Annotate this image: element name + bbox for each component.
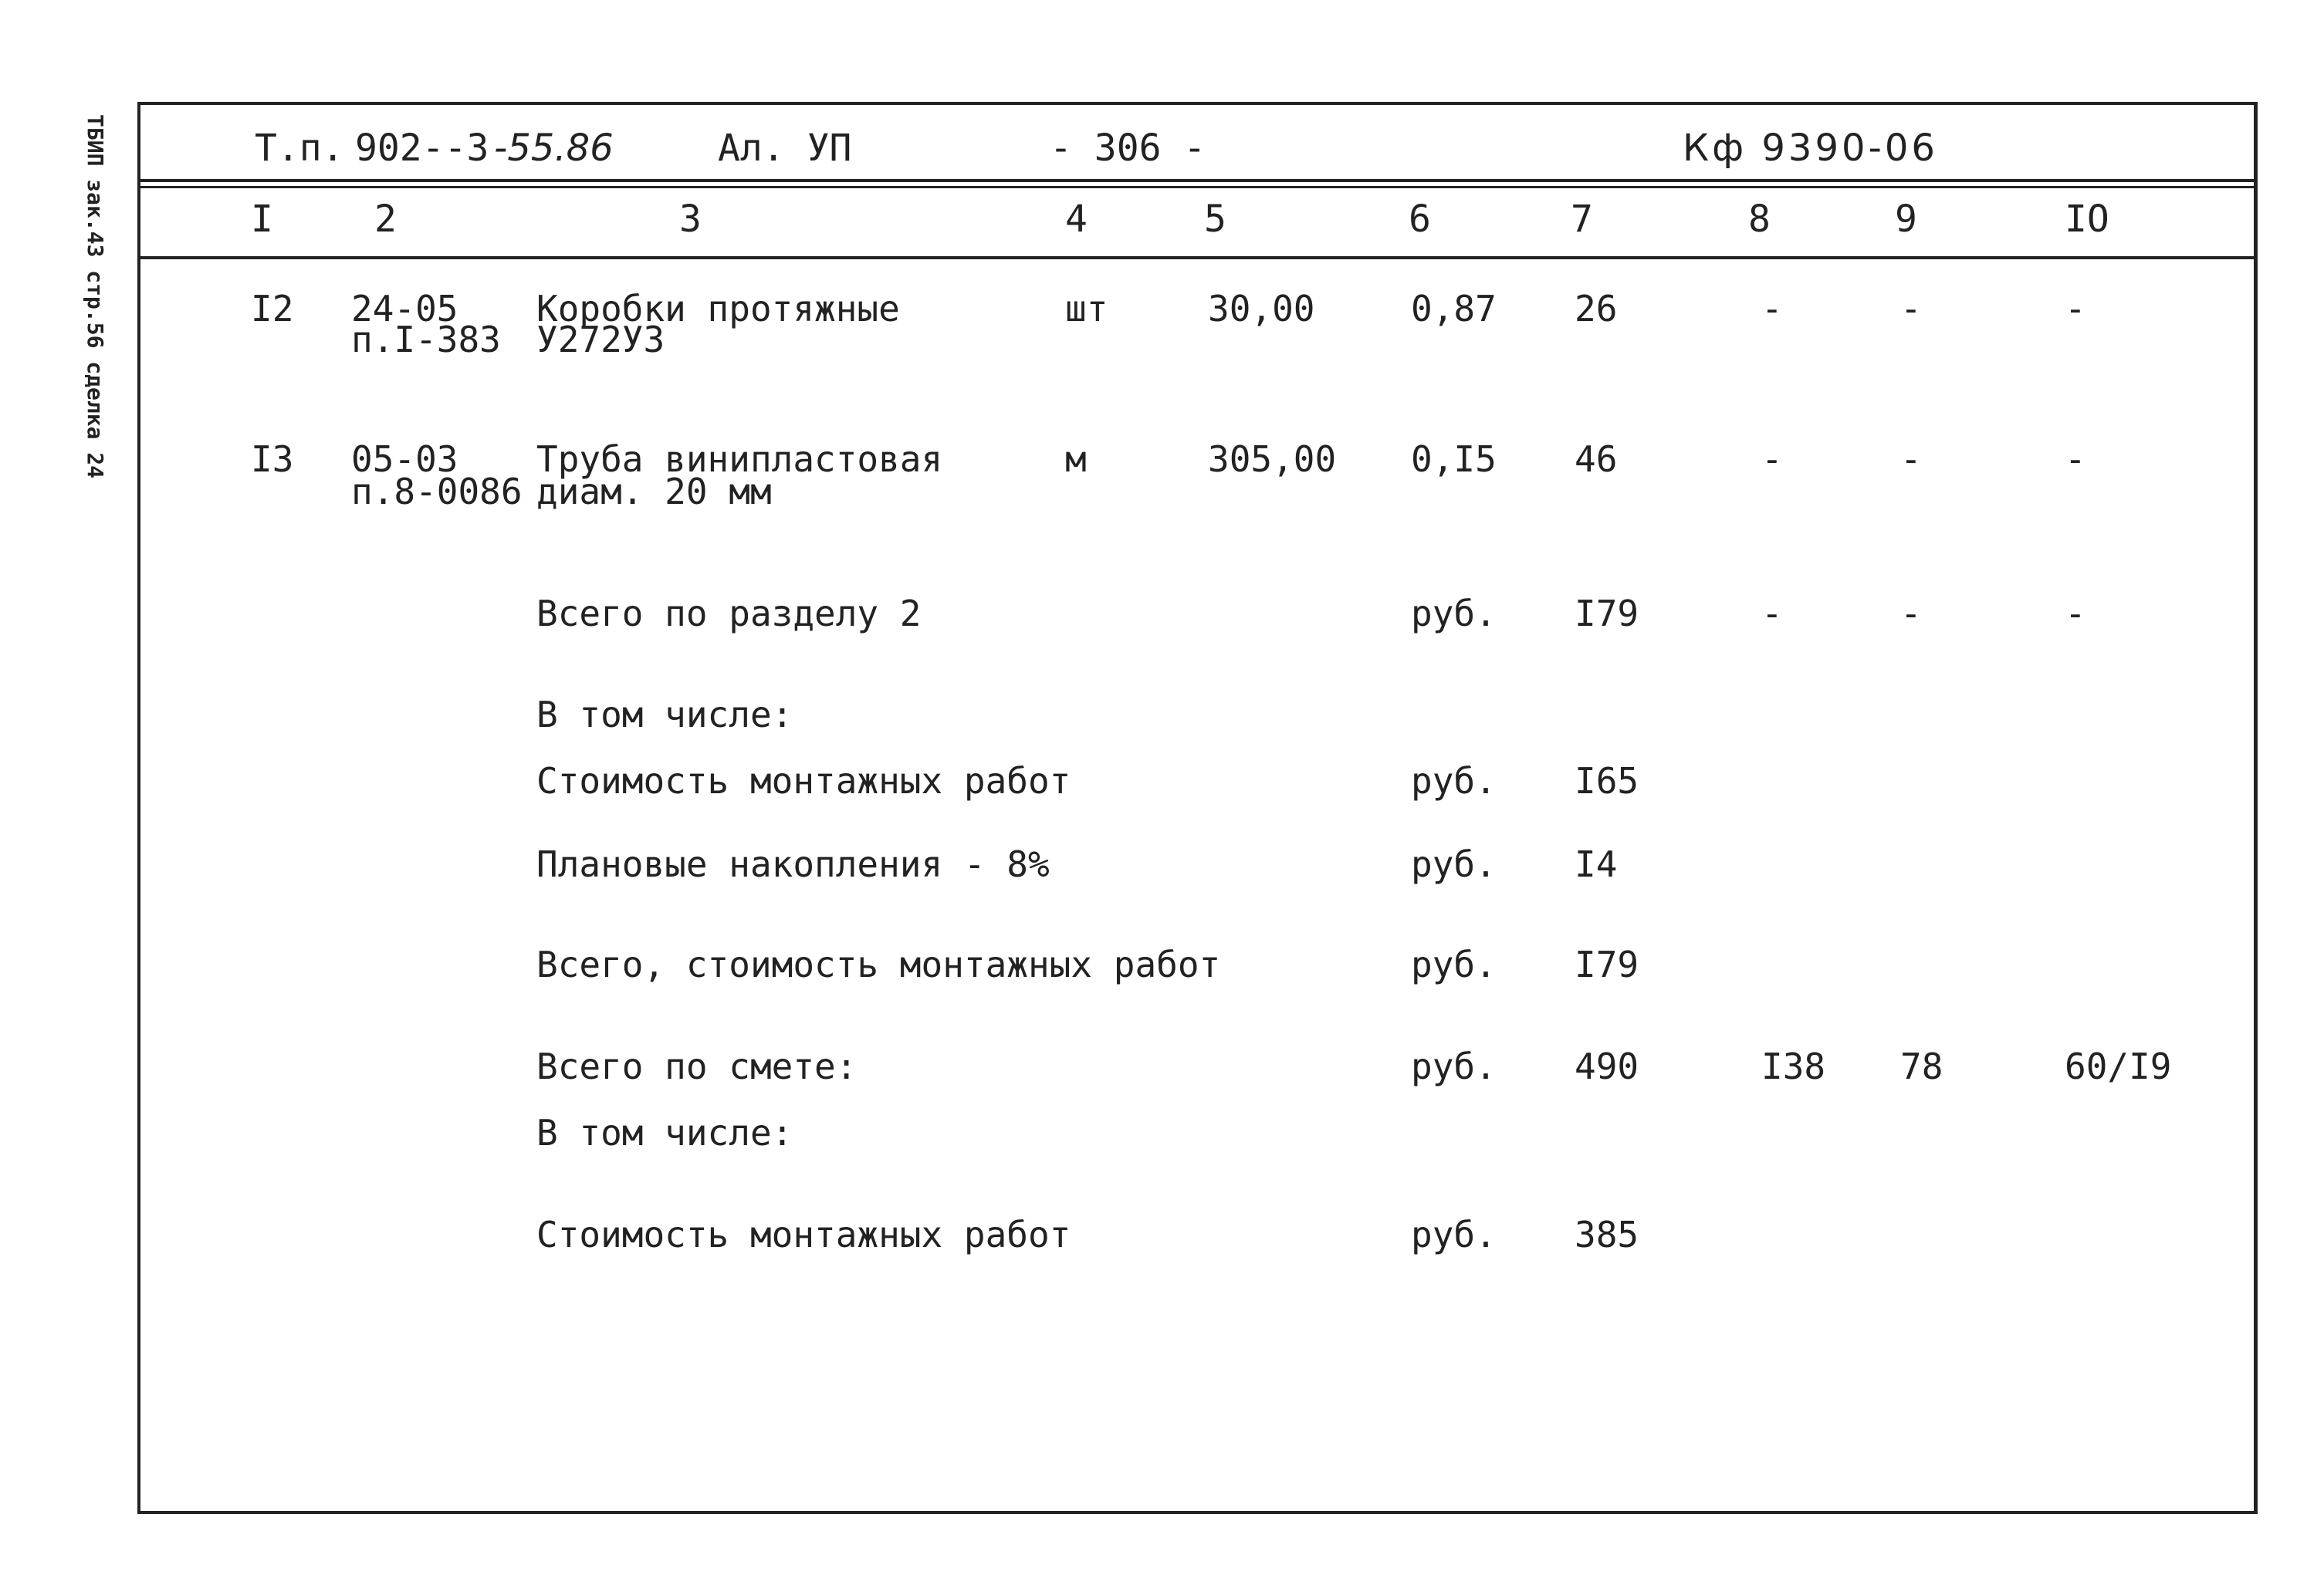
header-rule xyxy=(137,179,2256,182)
estimate-total-unit: руб. xyxy=(1411,1046,1497,1087)
row-col8: - xyxy=(1761,288,1783,329)
col-header-7: 7 xyxy=(1571,198,1593,241)
row-price: 0,87 xyxy=(1411,288,1497,329)
estimate-total-label: Всего по смете: xyxy=(536,1046,858,1087)
stamp-code: Кф 9390-06 xyxy=(1683,127,1938,170)
including-label: В том числе: xyxy=(536,694,793,735)
planned-unit: руб. xyxy=(1411,843,1497,885)
row-col10: - xyxy=(2065,288,2086,329)
install-total-label: Всего, стоимость монтажных работ xyxy=(536,944,1221,985)
install-cost-2-unit: руб. xyxy=(1411,1214,1497,1255)
row-col8: - xyxy=(1761,438,1783,480)
row-col9: - xyxy=(1900,438,1922,480)
row-code-item: п.I-383 xyxy=(351,319,501,360)
row-qty: 30,00 xyxy=(1208,288,1315,329)
row-number: I3 xyxy=(251,438,294,480)
col-header-1: I xyxy=(251,198,273,241)
doc-number: 902--3 xyxy=(355,127,489,170)
col-header-4: 4 xyxy=(1065,198,1088,241)
col-header-3: 3 xyxy=(679,198,702,241)
row-unit: шт xyxy=(1065,288,1108,329)
estimate-total-col9: 78 xyxy=(1900,1046,1943,1087)
row-name-extra: У272УЗ xyxy=(536,319,665,360)
estimate-total-col8: I38 xyxy=(1761,1046,1826,1087)
section-total-col8: - xyxy=(1761,593,1783,634)
doc-number-suffix: -55.86 xyxy=(494,127,614,170)
doc-tp: Т.п. xyxy=(255,127,344,170)
row-code: 24-05 xyxy=(351,288,458,329)
including-label-2: В том числе: xyxy=(536,1112,793,1154)
install-total-unit: руб. xyxy=(1411,944,1497,985)
row-name: Труба винипластовая xyxy=(536,438,943,480)
side-stamp: ТБИП зак.43 стр.56 сделка 24 xyxy=(83,114,108,479)
row-qty: 305,00 xyxy=(1208,438,1337,480)
section-total-value: I79 xyxy=(1575,593,1639,634)
estimate-total-value: 490 xyxy=(1575,1046,1639,1087)
col-header-6: 6 xyxy=(1409,198,1431,241)
install-cost-2-label: Стоимость монтажных работ xyxy=(536,1214,1071,1255)
install-cost-2-value: 385 xyxy=(1575,1214,1639,1255)
col-header-5: 5 xyxy=(1204,198,1226,241)
row-total: 26 xyxy=(1575,288,1618,329)
row-code-item: п.8-0086 xyxy=(351,471,523,512)
row-unit: м xyxy=(1065,438,1087,480)
section-total-col9: - xyxy=(1900,593,1922,634)
page-number: - 306 - xyxy=(1050,127,1206,170)
row-name-extra: диам. 20 мм xyxy=(536,471,772,512)
row-number: I2 xyxy=(251,288,294,329)
row-col10: - xyxy=(2065,438,2086,480)
col-header-9: 9 xyxy=(1895,198,1917,241)
install-cost-label: Стоимость монтажных работ xyxy=(536,760,1071,802)
album-label: Ал. УП xyxy=(718,127,852,170)
col-header-2: 2 xyxy=(374,198,397,241)
section-total-col10: - xyxy=(2065,593,2086,634)
install-cost-unit: руб. xyxy=(1411,760,1497,802)
section-total-label: Всего по разделу 2 xyxy=(536,593,922,634)
row-col9: - xyxy=(1900,288,1922,329)
row-price: 0,I5 xyxy=(1411,438,1497,480)
section-total-unit: руб. xyxy=(1411,593,1497,634)
header-rule-double xyxy=(137,186,2256,188)
install-cost-value: I65 xyxy=(1575,760,1639,802)
col-header-8: 8 xyxy=(1748,198,1771,241)
row-code: 05-03 xyxy=(351,438,458,480)
row-name: Коробки протяжные xyxy=(536,288,900,329)
install-total-value: I79 xyxy=(1575,944,1639,985)
col-header-10: IO xyxy=(2065,198,2109,241)
planned-label: Плановые накопления - 8% xyxy=(536,843,1050,885)
column-header-rule xyxy=(137,256,2256,259)
planned-value: I4 xyxy=(1575,843,1618,885)
estimate-total-col10: 60/I9 xyxy=(2065,1046,2172,1087)
row-total: 46 xyxy=(1575,438,1618,480)
